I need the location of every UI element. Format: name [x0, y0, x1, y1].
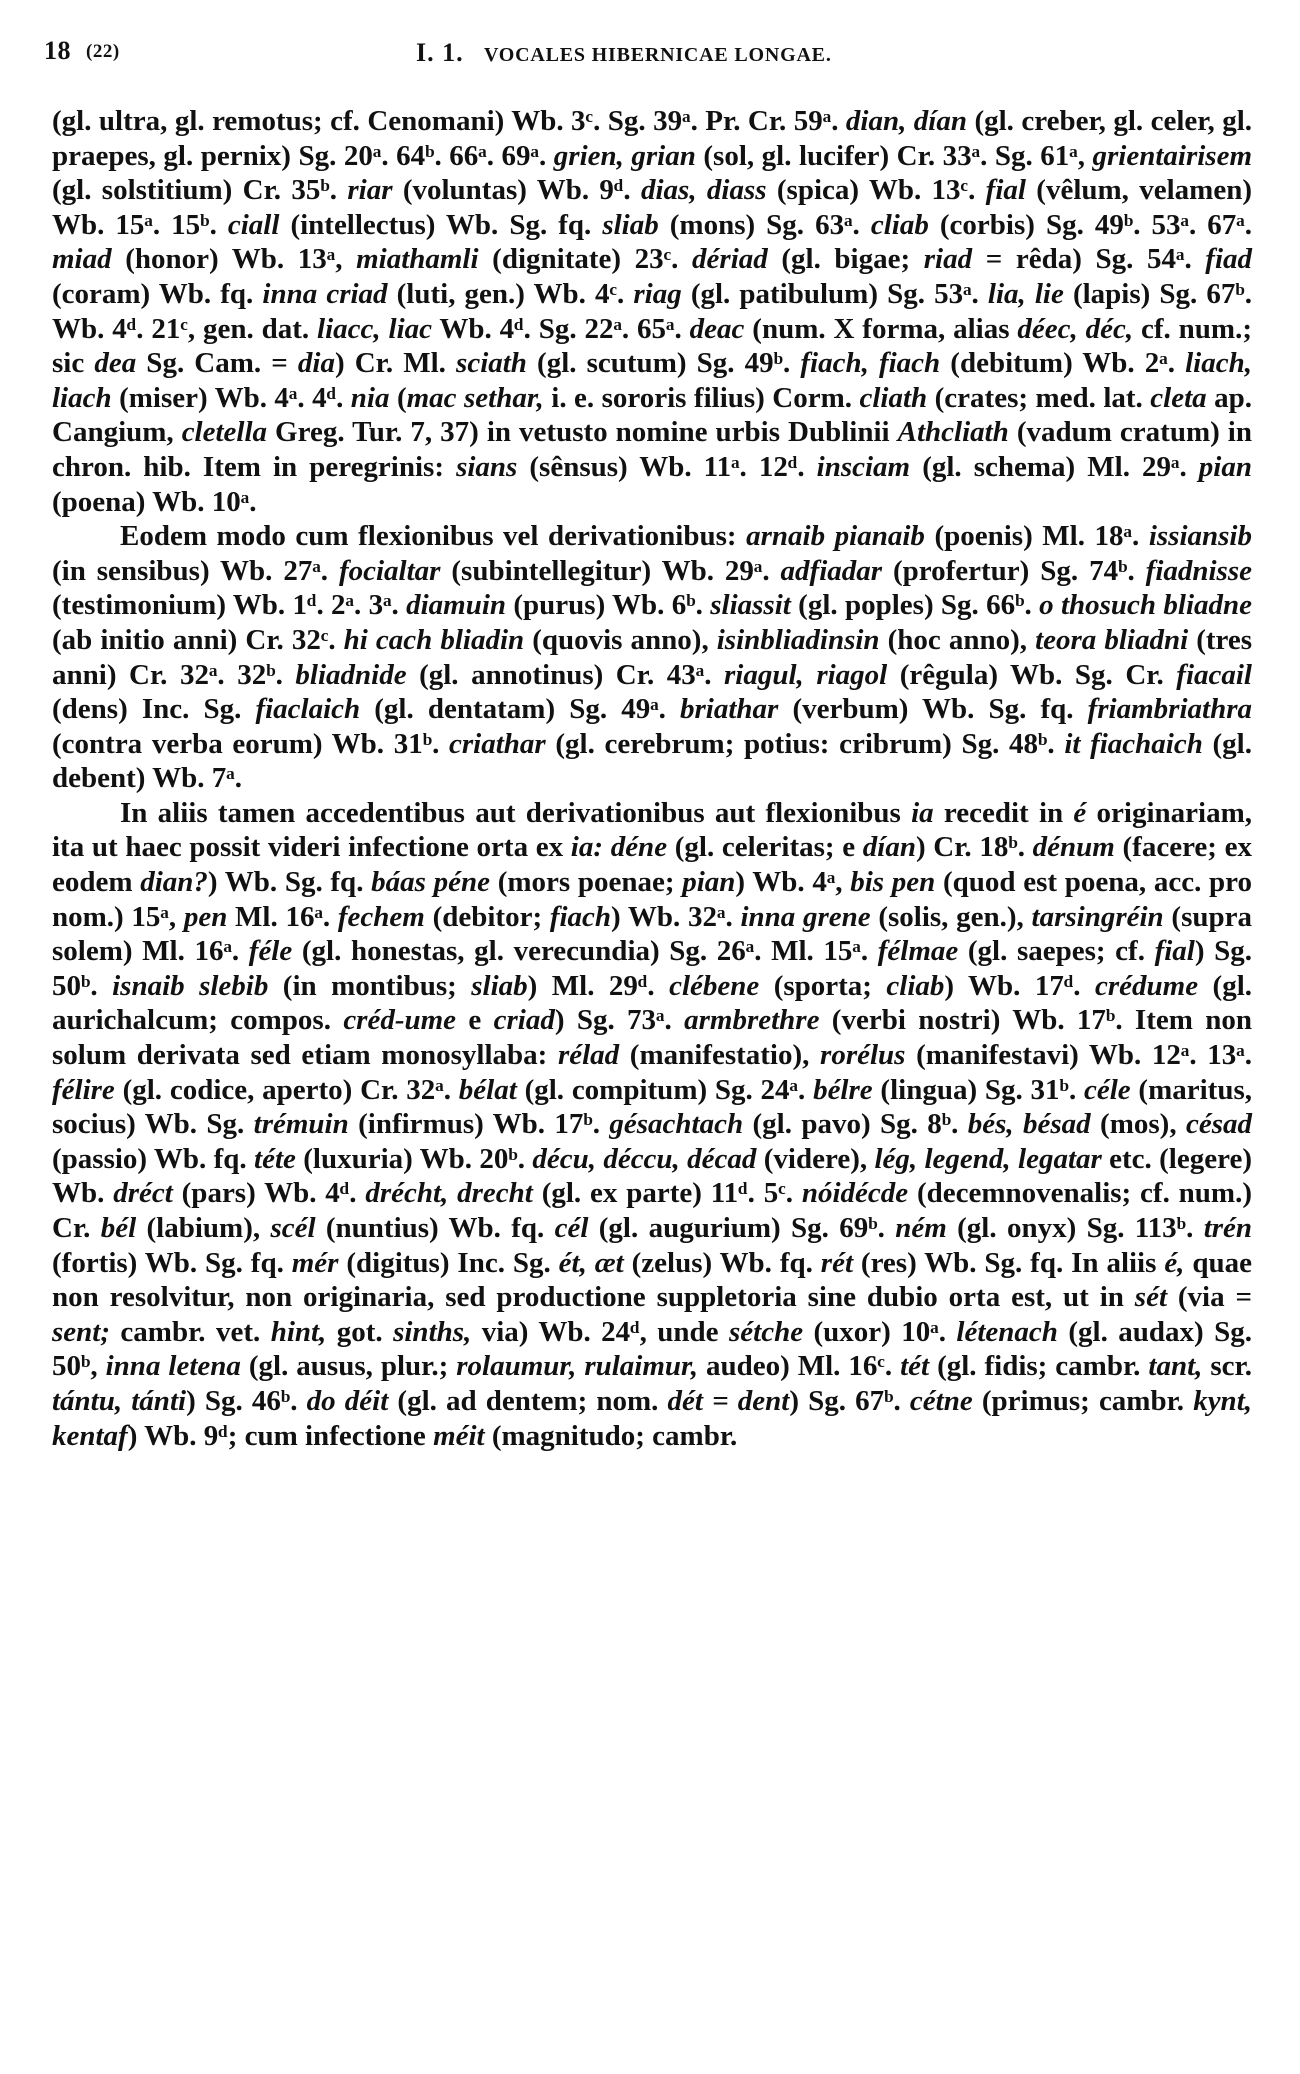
irish-form: fial — [985, 174, 1026, 207]
gloss-text: (pars) Wb. 4ᵈ. — [172, 1177, 366, 1210]
irish-form: fiacail — [1176, 658, 1252, 691]
irish-form: liacc, liac — [317, 312, 433, 345]
irish-form: tántu, tánti — [52, 1384, 187, 1417]
paragraph — [52, 104, 1252, 519]
gloss-text: ap. Cangium, — [52, 381, 1252, 449]
gloss-text: via) Wb. 24ᵈ, unde — [471, 1315, 729, 1348]
irish-form: fechem — [337, 900, 425, 933]
gloss-text: quae non resolvitur, non originaria, sed productione suppletoria sine dubio orta est, ut in — [52, 1246, 1252, 1314]
gloss-text: (lapis) Sg. 67ᵇ. Wb. 4ᵈ. 21ᶜ, gen. dat. — [52, 277, 1253, 345]
gloss-text: ) Wb. 17ᵈ. — [944, 969, 1095, 1002]
gloss-text — [603, 831, 611, 863]
gloss-text: (decemnovenalis; cf. num.) Cr. — [52, 1177, 1252, 1244]
gloss-text: (contra verba eorum) Wb. 31ᵇ. — [52, 727, 450, 760]
irish-form: inna grene — [740, 900, 871, 933]
gloss-text: (ab initio anni) Cr. 32ᶜ. — [52, 623, 344, 656]
irish-form: dian? — [140, 866, 208, 899]
irish-form: criad — [493, 1004, 555, 1037]
irish-form: sent; — [52, 1315, 110, 1348]
gloss-text: ) Wb. Sg. fq. — [207, 866, 372, 899]
gloss-text: Wb. 4ᵈ. Sg. 22ᵃ. 65ᵃ. — [432, 312, 690, 345]
paragraph — [52, 796, 1252, 1453]
irish-form: it fiachaich — [1064, 727, 1203, 760]
gloss-text: scr. — [1202, 1350, 1252, 1383]
gloss-text: (infirmus) Wb. 17ᵇ. — [348, 1108, 610, 1141]
gloss-text: (gl. annotinus) Cr. 43ᵃ. — [406, 658, 724, 691]
gloss-text: ) Wb. 4ᵃ, — [735, 866, 851, 899]
gloss-text: (mos), — [1090, 1108, 1186, 1141]
irish-form: rélad — [557, 1039, 620, 1072]
page-number-group — [44, 36, 120, 66]
irish-form: ia: — [570, 831, 604, 864]
irish-form: scél — [270, 1212, 316, 1244]
gloss-text: (quovis anno), — [524, 623, 717, 656]
gloss-text: (gl. poples) Sg. 66ᵇ. — [790, 589, 1040, 622]
gloss-text: (gl. dentatam) Sg. 49ᵃ. — [360, 693, 681, 726]
irish-form: bélre — [813, 1073, 873, 1106]
irish-form: diamuin — [406, 589, 507, 622]
gloss-text: (gl. ad dentem; nom. — [388, 1384, 668, 1417]
gloss-text: (corbis) Sg. 49ᵇ. 53ᵃ. 67ᵃ. — [928, 208, 1253, 241]
gloss-text: (vêlum, velamen) Wb. 15ᵃ. 15ᵇ. — [52, 174, 1252, 241]
gloss-text: (vadum cratum) in chron. hib. Item in peregrinis: — [52, 416, 1252, 483]
gloss-text: (honor) Wb. 13ᵃ, — [111, 243, 357, 276]
gloss-text: cambr. vet. — [110, 1315, 271, 1348]
gloss-text: In aliis tamen accedentibus aut derivationibus aut flexionibus — [120, 796, 912, 829]
irish-form: dét = dent — [667, 1384, 790, 1417]
gloss-text: e — [456, 1004, 494, 1037]
irish-form: bés, bésad — [967, 1108, 1091, 1141]
gloss-text: Ml. 16ᵃ. — [227, 900, 338, 933]
gloss-text: recedit in — [933, 796, 1074, 829]
irish-form: rét — [820, 1246, 853, 1279]
irish-form: isnaib slebib — [112, 969, 269, 1002]
irish-form: céle — [1083, 1073, 1131, 1106]
irish-form: félmae — [877, 935, 959, 968]
irish-form: sliab — [602, 208, 659, 241]
gloss-text: (miser) Wb. 4ᵃ. 4ᵈ. — [111, 381, 351, 414]
irish-form: báas péne — [371, 866, 490, 899]
gloss-text: originariam, ita ut haec possit videri infectione orta ex — [52, 796, 1253, 864]
irish-form: gésachtach — [609, 1108, 744, 1141]
irish-form: clébene — [669, 969, 760, 1002]
irish-form: pian — [682, 866, 736, 899]
gloss-text: ) Wb. 32ᵃ. — [611, 900, 741, 933]
gloss-text: (lingua) Sg. 31ᵇ. — [872, 1073, 1084, 1106]
gloss-text: (gl. compitum) Sg. 24ᵃ. — [516, 1073, 814, 1106]
irish-form: bélat — [458, 1073, 517, 1106]
gloss-text: (passio) Wb. fq. — [52, 1142, 255, 1175]
irish-form: tant, — [1148, 1350, 1203, 1383]
gloss-text: (mors poenae; — [490, 866, 683, 899]
gloss-text: (gl. debent) Wb. 7ᵃ. — [52, 727, 1252, 795]
irish-form: ia — [911, 796, 934, 829]
irish-form: nóidécde — [801, 1177, 909, 1210]
gloss-text: (gl. solstitium) Cr. 35ᵇ. — [52, 174, 348, 207]
irish-form: friambriathra — [1087, 693, 1252, 726]
irish-form: déne — [610, 831, 668, 864]
gloss-text: (maritus, socius) Wb. Sg. — [52, 1073, 1252, 1141]
irish-form: cliath — [859, 381, 928, 414]
irish-form: sliassit — [710, 589, 791, 622]
gloss-text: (spica) Wb. 13ᶜ. — [766, 174, 986, 207]
irish-form: fiach, fiach — [800, 347, 941, 380]
gloss-text: (gl. honestas, gl. verecundia) Sg. 26ᵃ. Ml. 15ᵃ. — [292, 935, 878, 968]
gloss-text: (digitus) Inc. Sg. — [338, 1246, 559, 1279]
gloss-text: etc. (legere) Wb. — [52, 1142, 1252, 1210]
gloss-text: ) Sg. 46ᵇ. — [186, 1384, 307, 1417]
irish-form: briathar — [680, 693, 779, 726]
irish-form: o thosuch bliadne — [1039, 589, 1252, 622]
gloss-text: (tres anni) Cr. 32ᵃ. 32ᵇ. — [52, 623, 1253, 691]
gloss-text: (gl. fidis; cambr. — [929, 1350, 1149, 1383]
irish-form: grien, grian — [553, 139, 696, 172]
irish-form: fial — [1154, 935, 1195, 968]
gloss-text: (mons) Sg. 63ᵃ. — [658, 208, 871, 241]
original-page-number: (22) — [86, 41, 120, 62]
irish-form: sians — [456, 450, 518, 483]
irish-form: mér — [291, 1246, 339, 1279]
gloss-text: (gl. bigae; — [767, 243, 924, 276]
gloss-text: (in sensibus) Wb. 27ᵃ. — [52, 554, 339, 587]
gloss-text: (gl. saepes; cf. — [958, 935, 1155, 968]
gloss-text: (supra solem) Ml. 16ᵃ. — [52, 900, 1252, 968]
gloss-text: ( — [389, 381, 407, 414]
irish-form: méit — [433, 1419, 485, 1452]
gloss-text: ) Sg. 50ᵇ. — [52, 935, 1252, 1002]
irish-form: miad — [52, 243, 112, 276]
irish-form: riad — [923, 243, 973, 276]
irish-form: criathar — [449, 727, 546, 760]
gloss-text: (luti, gen.) Wb. 4ᶜ. — [387, 277, 634, 310]
gloss-text: (intellectus) Wb. Sg. fq. — [279, 208, 603, 241]
irish-form: é — [1073, 796, 1087, 829]
gloss-text: (gl. cerebrum; potius: cribrum) Sg. 48ᵇ. — [545, 727, 1065, 760]
irish-form: déec, déc, — [1017, 312, 1134, 345]
gloss-text: (num. X forma, alias — [744, 312, 1018, 345]
irish-form: dia — [297, 347, 335, 380]
gloss-text: (via = — [1167, 1281, 1253, 1314]
irish-form: crédume — [1095, 969, 1199, 1002]
irish-form: Athcliath — [897, 416, 1009, 449]
gloss-text: (gl. ausus, plur.; — [240, 1350, 457, 1383]
irish-form: drécht, drecht — [365, 1177, 533, 1210]
gloss-text: ) Sg. 67ᵇ. — [789, 1384, 910, 1417]
gloss-text: (gl. patibulum) Sg. 53ᵃ. — [681, 277, 988, 310]
irish-form: hint, — [270, 1315, 327, 1348]
irish-form: dréct — [113, 1177, 173, 1210]
irish-form: adfiadar — [780, 554, 883, 587]
gloss-text: (purus) Wb. 6ᵇ. — [506, 589, 711, 622]
gloss-text: (dignitate) 23ᶜ. — [478, 243, 693, 276]
gloss-text: (primus; cambr. — [972, 1384, 1194, 1417]
gloss-text: (hoc anno), — [879, 623, 1036, 656]
gloss-text: (gl. aurichalcum; compos. — [52, 969, 1253, 1037]
irish-form: ném — [895, 1212, 947, 1244]
irish-form: sliab — [471, 969, 528, 1002]
gloss-text: ) Wb. 9ᵈ; cum infectione — [127, 1419, 434, 1452]
gloss-text: (gl. celeritas; e — [667, 831, 863, 864]
gloss-text: (sol, gl. lucifer) Cr. 33ᵃ. Sg. 61ᵃ, — [695, 139, 1093, 172]
irish-form: lég, legend, legatar — [874, 1142, 1102, 1175]
irish-form: dea — [94, 347, 137, 380]
gloss-text: (debitum) Wb. 2ᵃ. — [940, 347, 1186, 380]
gloss-text: (in montibus; — [268, 969, 472, 1002]
irish-form: focialtar — [338, 554, 441, 587]
irish-form: deac — [689, 312, 745, 345]
irish-form: bél — [100, 1212, 137, 1244]
irish-form: dériad — [692, 243, 768, 276]
gloss-text: Greg. Tur. 7, 37) in vetusto nomine urbis Dublinii — [267, 416, 898, 449]
gloss-text: (voluntas) Wb. 9ᵈ. — [392, 174, 641, 207]
gloss-text: (gl. augurium) Sg. 69ᵇ. — [588, 1212, 896, 1244]
gloss-text: i. e. sororis filius) Corm. — [543, 381, 860, 414]
gloss-text: got. — [326, 1315, 394, 1348]
gloss-text: (sênsus) Wb. 11ᵃ. 12ᵈ. — [517, 450, 817, 483]
irish-form: dias, diass — [640, 174, 767, 207]
irish-form: cliab — [870, 208, 929, 241]
gloss-text: (luxuria) Wb. 20ᵇ. — [295, 1142, 533, 1175]
irish-form: riar — [347, 174, 393, 207]
gloss-text: (gl. scutum) Sg. 49ᵇ. — [526, 347, 801, 380]
irish-form: létenach — [956, 1315, 1058, 1348]
irish-form: liach, liach — [52, 347, 1252, 414]
irish-form: bliadnide — [295, 658, 407, 691]
irish-form: grientairisem — [1092, 139, 1252, 172]
irish-form: é, — [1164, 1246, 1185, 1279]
gloss-text: audeo) Ml. 16ᶜ. — [697, 1350, 901, 1383]
irish-form: cleta — [1150, 381, 1207, 414]
gloss-text: Sg. Cam. = — [136, 347, 298, 380]
gloss-text: (videre), — [756, 1142, 875, 1175]
irish-form: miathamli — [356, 243, 479, 276]
irish-form: tarsingréin — [1031, 900, 1164, 933]
irish-form: issiansib — [1148, 520, 1252, 553]
irish-form: dian, dían — [845, 105, 967, 137]
irish-form: dénum — [1032, 831, 1115, 864]
irish-form: sinths, — [393, 1315, 472, 1348]
running-title — [416, 38, 832, 68]
gloss-text: (gl. pavo) Sg. 8ᵇ. — [743, 1108, 968, 1141]
irish-form: tét — [900, 1350, 930, 1383]
gloss-text: ) Cr. 18ᵇ. — [915, 831, 1033, 864]
gloss-text: (gl. audax) Sg. 50ᵇ, — [52, 1315, 1252, 1383]
section-number: I. 1. — [416, 38, 464, 67]
irish-form: riag — [633, 277, 682, 310]
irish-form: téte — [254, 1142, 296, 1175]
irish-form: trén — [1203, 1212, 1253, 1244]
gloss-text: (rêgula) Wb. Sg. Cr. — [887, 658, 1177, 691]
irish-form: arnaib pianaib — [746, 520, 925, 553]
page-number: 18 — [44, 36, 71, 65]
gloss-text: (verbi nostri) Wb. 17ᵇ. Item non solum derivata sed etiam monosyllaba: — [52, 1004, 1252, 1072]
irish-form: créd-ume — [343, 1004, 457, 1037]
gloss-text: (gl. schema) Ml. 29ᵃ. — [910, 450, 1199, 483]
gloss-text: (gl. creber, gl. celer, gl. praepes, gl. pernix) Sg. 20ᵃ. 64ᵇ. 66ᵃ. 69ᵃ. — [52, 105, 1253, 172]
gloss-text: (verbum) Wb. Sg. fq. — [778, 693, 1088, 726]
gloss-text: (manifestavi) Wb. 12ᵃ. 13ᵃ. — [905, 1039, 1253, 1072]
gloss-text: (poena) Wb. 10ᵃ. — [52, 485, 257, 518]
irish-form: fiad — [1205, 243, 1253, 276]
irish-form: riagul, riagol — [724, 658, 888, 691]
irish-form: armbrethre — [684, 1004, 820, 1037]
irish-form: inna letena — [105, 1350, 241, 1383]
gloss-text: (facere; ex eodem — [52, 831, 1252, 899]
irish-form: rolaumur, rulaimur, — [456, 1350, 698, 1383]
irish-form: isinbliadinsin — [716, 623, 880, 656]
irish-form: kynt, kentaf — [52, 1384, 1252, 1452]
gloss-text: (nuntius) Wb. fq. — [315, 1212, 555, 1244]
irish-form: félire — [52, 1073, 115, 1106]
gloss-text: (gl. codice, aperto) Cr. 32ᵃ. — [114, 1073, 459, 1106]
gloss-text: (testimonium) Wb. 1ᵈ. 2ᵃ. 3ᵃ. — [52, 589, 407, 622]
gloss-text: (labium), — [136, 1212, 271, 1244]
gloss-text: (solis, gen.), — [870, 900, 1032, 933]
irish-form: do déit — [306, 1384, 389, 1417]
chapter-title: VOCALES HIBERNICAE LONGAE. — [483, 44, 832, 66]
irish-form: pian — [1198, 450, 1252, 483]
gloss-text: (fortis) Wb. Sg. fq. — [52, 1246, 292, 1279]
gloss-text: (subintellegitur) Wb. 29ᵃ. — [440, 554, 781, 587]
irish-form: ét, æt — [558, 1246, 624, 1279]
irish-form: sét — [1134, 1281, 1167, 1314]
gloss-text: (debitor; — [424, 900, 550, 933]
irish-form: lia, lie — [987, 277, 1064, 310]
irish-form: insciam — [816, 450, 911, 483]
irish-form: sciath — [456, 347, 527, 380]
paragraph — [52, 519, 1252, 796]
irish-form: bis pen — [850, 866, 936, 899]
body-text — [52, 104, 1252, 1453]
gloss-text: (zelus) Wb. fq. — [623, 1246, 821, 1279]
gloss-text: (gl. onyx) Sg. 113ᵇ. — [946, 1212, 1204, 1244]
irish-form: fiadnisse — [1145, 554, 1252, 587]
irish-form: fiaclaich — [255, 693, 361, 726]
gloss-text: = rêda) Sg. 54ᵃ. — [972, 243, 1206, 276]
irish-form: pen — [183, 900, 228, 933]
irish-form: cél — [554, 1212, 589, 1244]
irish-form: mac sethar, — [406, 381, 544, 414]
irish-form: décu, déccu, décad — [532, 1142, 757, 1175]
irish-form: rorélus — [820, 1039, 906, 1072]
gloss-text: (poenis) Ml. 18ᵃ. — [924, 520, 1149, 553]
irish-form: trémuin — [253, 1108, 349, 1141]
gloss-text: ) Ml. 29ᵈ. — [527, 969, 670, 1002]
gloss-text: (uxor) 10ᵃ. — [803, 1315, 957, 1348]
irish-form: dían — [862, 831, 916, 864]
gloss-text: ) Cr. Ml. — [334, 347, 457, 380]
gloss-text: ) Sg. 73ᵃ. — [554, 1004, 685, 1037]
irish-form: hi cach bliadin — [343, 623, 525, 656]
gloss-text: (profertur) Sg. 74ᵇ. — [882, 554, 1146, 587]
gloss-text: (quod est poena, acc. pro nom.) 15ᵃ, — [52, 866, 1252, 933]
irish-form: fiach — [549, 900, 612, 933]
gloss-text: (crates; med. lat. — [927, 381, 1151, 414]
gloss-text: Eodem modo cum flexionibus vel derivationibus: — [120, 520, 747, 553]
gloss-text: (dens) Inc. Sg. — [52, 693, 256, 726]
gloss-text: (coram) Wb. fq. — [52, 277, 263, 310]
gloss-text: (gl. ex parte) 11ᵈ. 5ᶜ. — [532, 1177, 802, 1210]
gloss-text: (manifestatio), — [619, 1039, 821, 1072]
irish-form: cliab — [886, 969, 945, 1002]
gloss-text: (res) Wb. Sg. fq. In aliis — [853, 1246, 1165, 1279]
irish-form: cletella — [181, 416, 268, 449]
gloss-text: (magnitudo; cambr. — [484, 1419, 738, 1452]
irish-form: sétche — [729, 1315, 804, 1348]
irish-form: inna criad — [262, 277, 388, 310]
irish-form: cétne — [909, 1384, 973, 1417]
irish-form: césad — [1185, 1108, 1252, 1141]
irish-form: ciall — [227, 208, 280, 241]
gloss-text: (gl. ultra, gl. remotus; cf. Cenomani) Wb. 3ᶜ. Sg. 39ᵃ. Pr. Cr. 59ᵃ. — [52, 105, 846, 137]
irish-form: féle — [248, 935, 293, 968]
irish-form: teora bliadni — [1035, 623, 1189, 656]
gloss-text: cf. num.; sic — [52, 312, 1252, 380]
running-head — [44, 28, 1244, 76]
irish-form: nia — [350, 381, 390, 414]
gloss-text: (sporta; — [759, 969, 887, 1002]
